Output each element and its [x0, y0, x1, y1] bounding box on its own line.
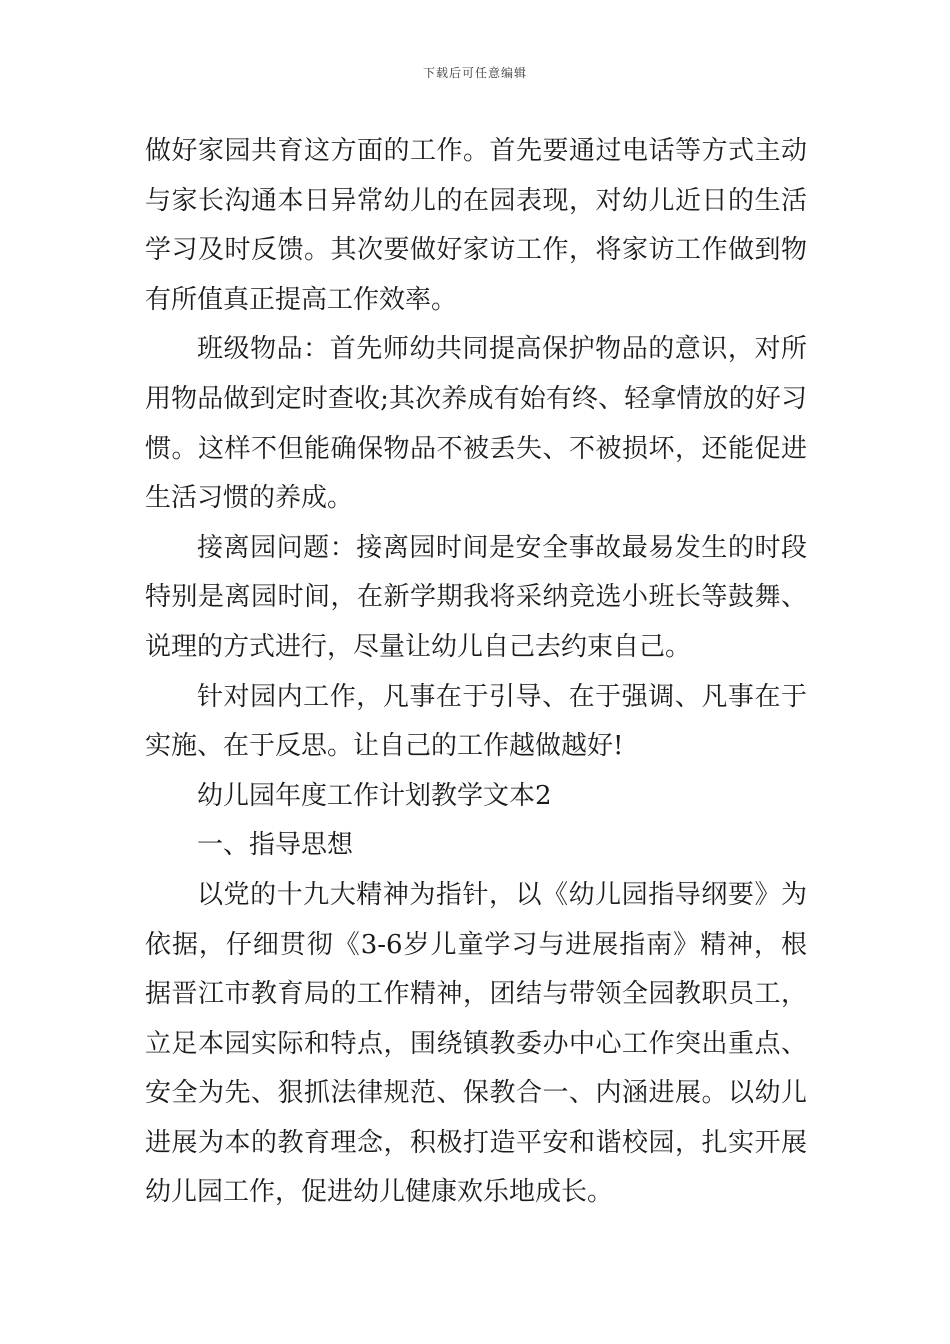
paragraph-in-school-work: 针对园内工作，凡事在于引导、在于强调、凡事在于实施、在于反思。让自己的工作越做越好!	[145, 681, 807, 762]
paragraph-continuation: 做好家园共育这方面的工作。首先要通过电话等方式主动与家长沟通本日异常幼儿的在园表现，对幼儿近日的生活学习及时反馈。其次要做好家访工作，将家访工作做到物有所值真正提高工作效率。	[145, 136, 807, 315]
paragraph-pickup-dropoff: 接离园问题：接离园时间是安全事故最易发生的时段特别是离园时间，在新学期我将采纳竞选小班长等鼓舞、说理的方式进行，尽量让幼儿自己去约束自己。	[145, 532, 807, 662]
section-title: 幼儿园年度工作计划教学文本2	[197, 780, 552, 811]
page-header: 下载后可任意编辑	[422, 66, 527, 80]
paragraph-class-items: 班级物品：首先师幼共同提高保护物品的意识，对所用物品做到定时查收;其次养成有始有终、轻拿情放的好习惯。这样不但能确保物品不被丢失、不被损坏，还能促进生活习惯的养成。	[145, 334, 807, 514]
document-body	[145, 127, 807, 1218]
paragraph-guiding-ideology: 以党的十九大精神为指针，以《幼儿园指导纲要》为依据，仔细贯彻《3-6岁儿童学习与进展指南》精神，根据晋江市教育局的工作精神，团结与带领全园教职员工，立足本园实际和特点，围绕镇教委办中心工作突出重点、安全为先、狠抓法律规范、保教合一、内涵进展。以幼儿进展为本的教育理念，积极打造平安和谐校园，扎实开展幼儿园工作，促进幼儿健康欢乐地成长。	[145, 879, 807, 1208]
section-heading: 一、指导思想	[197, 830, 354, 861]
